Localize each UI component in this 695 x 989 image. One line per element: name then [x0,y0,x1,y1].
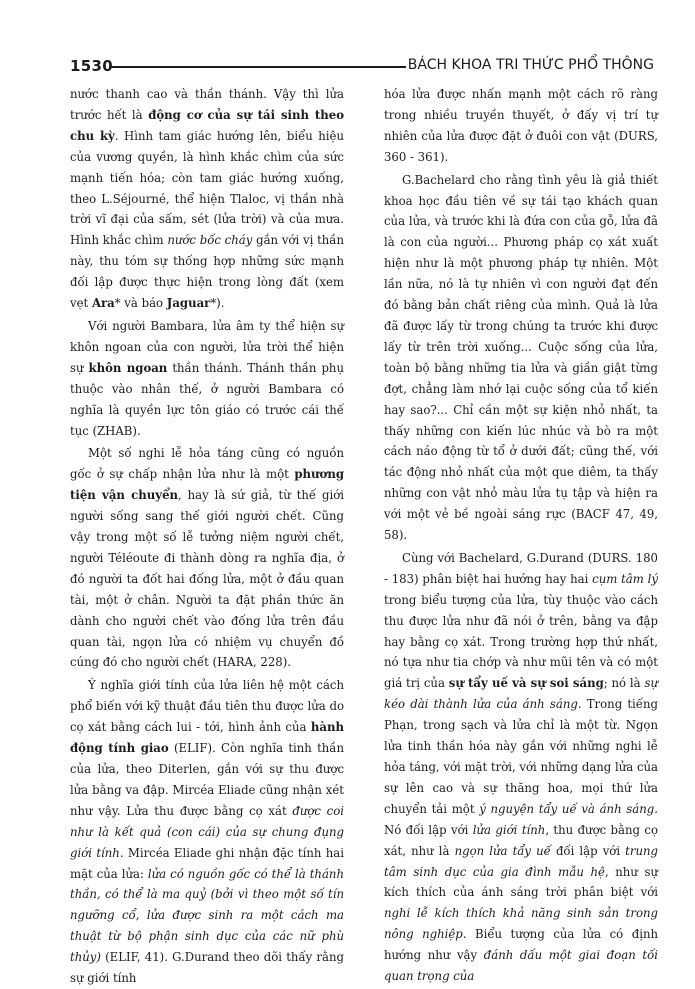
text-run: , thu được bằng cọ xát, như là [384,822,658,858]
bold-term: Ara [91,296,115,311]
text-run: Cùng với Bachelard, G.Durand (DURS. 180 - 183) phân biệt hai hướng hay hai [384,550,658,586]
italic-phrase: đánh dấu một giai đoạn tối quan trọng của [384,948,658,984]
italic-phrase: trung tâm sinh dục của gia đình mẫu hệ [384,843,658,879]
bold-term: hành động tính giao [70,720,344,756]
italic-phrase: lửa có nguồn gốc có thể là thánh thần, có thể là ma quỷ (bởi vì theo một số tín ngưỡng cổ, lửa được sinh ra một cách ma thuật từ bộ phận sinh dục của các nữ phù thủy) [70,866,344,965]
text-run: Với người Bambara, lửa âm ty thể hiện sự khôn ngoan của con người, lửa trời thể hiện sự [70,318,344,375]
italic-phrase: ngọn lửa tẩy uế [454,843,551,858]
text-run: nước thanh cao và thần thánh. Vậy thì lửa trước hết là [70,87,344,122]
bold-term: sự tẩy uế và sự soi sáng [448,676,604,691]
paragraph [70,675,344,989]
text-run: Ý nghĩa giới tính của lửa liên hệ một cách phổ biến với kỹ thuật đầu tiên thu được lửa do cọ xát bằng cách lui - tới, hình ảnh của [70,678,344,735]
text-run: hóa lửa được nhấn mạnh một cách rõ ràng trong nhiều truyền thuyết, ở đấy vị trí tự nhiên của lửa được đặt ở đuôi con vật (DURS, 360 - 361). [384,87,658,164]
bold-term: phương tiện vận chuyển [70,467,344,503]
italic-phrase: cụm tâm lý [592,571,658,586]
header-rule [109,66,406,68]
text-run: đối lập với [550,843,626,858]
italic-phrase: lửa giới tính [472,822,546,837]
text-run: . Trong tiếng Phạn, trong sạch và lửa chỉ là một từ. Ngọn lửa tinh thần hóa này gắn với những nghi lễ hỏa táng, với mặt trời, với những dạng lửa của sự lên cao và sự thăng hoa, mọi thứ lửa chuyển tải một [384,697,658,816]
text-run: gắn với vị thần này, thu tóm sự thống hợp những sức mạnh đối lập được thực hiện trong lòng đất (xem vẹt [70,233,344,311]
text-run: G.Bachelard cho rằng tình yêu là giả thiết khoa học đầu tiên về sự tái tạo khách quan của lửa, và trước khi là đứa con của gỗ, lửa đã là con của người... Phương pháp cọ xát xuất hiện như là một phương pháp tự nhiên. Một lần nữa, nó là tự nhiên vì con người đạt đến đó bằng bản chất riêng của mình. Quả là lửa đã được lấy từ trong chúng ta trước khi được lấy từ trên trời xuống... Cuộc sống của lửa, toàn bộ bằng những tia lửa và giần giật từng đợt, chẳng làm nhớ lại cuộc sống của tổ kiến hay sao?... Chỉ cần một sự kiện nhỏ nhất, ta thấy những con kiến lúc nhúc và bò ra một cách náo động từ tổ ở dưới đất; cũng thế, với tác động nhỏ nhất của một que diêm, ta thấy những con vật nhỏ màu lửa tụ tập và hiện ra với một vẻ bề ngoài sáng rực (BACF 47, 49, 58). [384,172,658,543]
text-run: . Hình tam giác hướng lên, biểu hiệu của vương quyền, là hình khắc chìm của sức mạnh tiến hóa; còn tam giác hướng xuống, theo L.Séjourné, thể hiện Tlaloc, vị thần nhà trời vĩ đại của sấm, sét (lửa trời) và của mưa. Hình khắc chìm [70,128,344,248]
text-run: , hay là sứ giả, từ thế giới người sống sang thế giới người chết. Cũng vậy trong một số lễ tưởng niệm người chết, người Téléoute đi thành dòng ra nghĩa địa, ở đó người ta đốt hai đống lửa, một ở đầu quan tài, một ở chân. Người ta đặt phần thức ăn dành cho người chết vào đống lửa trên đầu quan tài, ngọn lửa có nhiệm vụ chuyển đồ cúng đó cho người chết (HARA, 228). [70,488,344,670]
paragraph [384,170,658,546]
paragraph [384,548,658,987]
italic-phrase: nước bốc cháy [167,233,253,248]
right-column [384,84,658,987]
italic-phrase: ý nguyện tẩy uế và ánh sáng [479,801,655,816]
bold-term: Jaguar [166,296,211,311]
text-run: trong biểu tượng của lửa, tùy thuộc vào cách thu được lửa như đã nói ở trên, bằng va đập hay bằng cọ xát. Trong trường hợp thứ nhất, nó tựa như tia chớp và như mũi tên và có một giá trị của [384,592,658,691]
page-number: 1530 [70,57,113,75]
text-run: Một số nghi lễ hỏa táng cũng có nguồn gốc ở sự chấp nhận lửa như là một [70,446,344,482]
italic-phrase: được coi như là kết quả (con cái) của sự chung đụng giới tính [70,803,344,860]
text-run: *). [210,296,225,311]
text-run: (ELIF). Còn nghĩa tinh thần của lửa, theo Diterlen, gắn với sự thu được lửa bằng va đập. Mircéa Eliade cũng nhận xét như vậy. Lửa thu được bằng cọ xát [70,741,344,818]
text-run: , như sự kích thích của ánh sáng trời phân biệt với [384,864,658,900]
italic-phrase: nghi lễ kích thích khả năng sinh sản trong nông nghiệp [384,906,658,942]
text-run: . Biểu tượng của lửa có định hướng như vậy [384,927,658,963]
text-run: * và báo [114,296,167,311]
italic-phrase: sự kéo dài thành lửa của ánh sáng [384,676,658,712]
bold-term: khôn ngoan [88,360,168,375]
running-title: BÁCH KHOA TRI THỨC PHỔ THÔNG [407,57,654,73]
paragraph [384,84,658,168]
page-header [70,54,654,80]
text-run: thần thánh. Thánh thần phụ thuộc vào nhân thế, ở người Bambara có nghĩa là quyền lực tôn giáo có trước cái thế tục (ZHAB). [70,360,344,438]
paragraph [70,443,344,673]
paragraph [70,84,344,314]
left-column [70,84,344,989]
text-run: ; nó là [603,676,645,691]
paragraph [70,316,344,441]
text-run: (ELIF, 41). G.Durand theo dõi thấy rằng sự giới tính [70,950,344,986]
bold-term: động cơ của sự tái sinh theo chu kỳ [70,107,344,143]
text-run: . Nó đối lập với [384,801,658,837]
text-run: . Mircéa Eliade ghi nhận đặc tính hai mặt của lửa: [70,845,344,881]
